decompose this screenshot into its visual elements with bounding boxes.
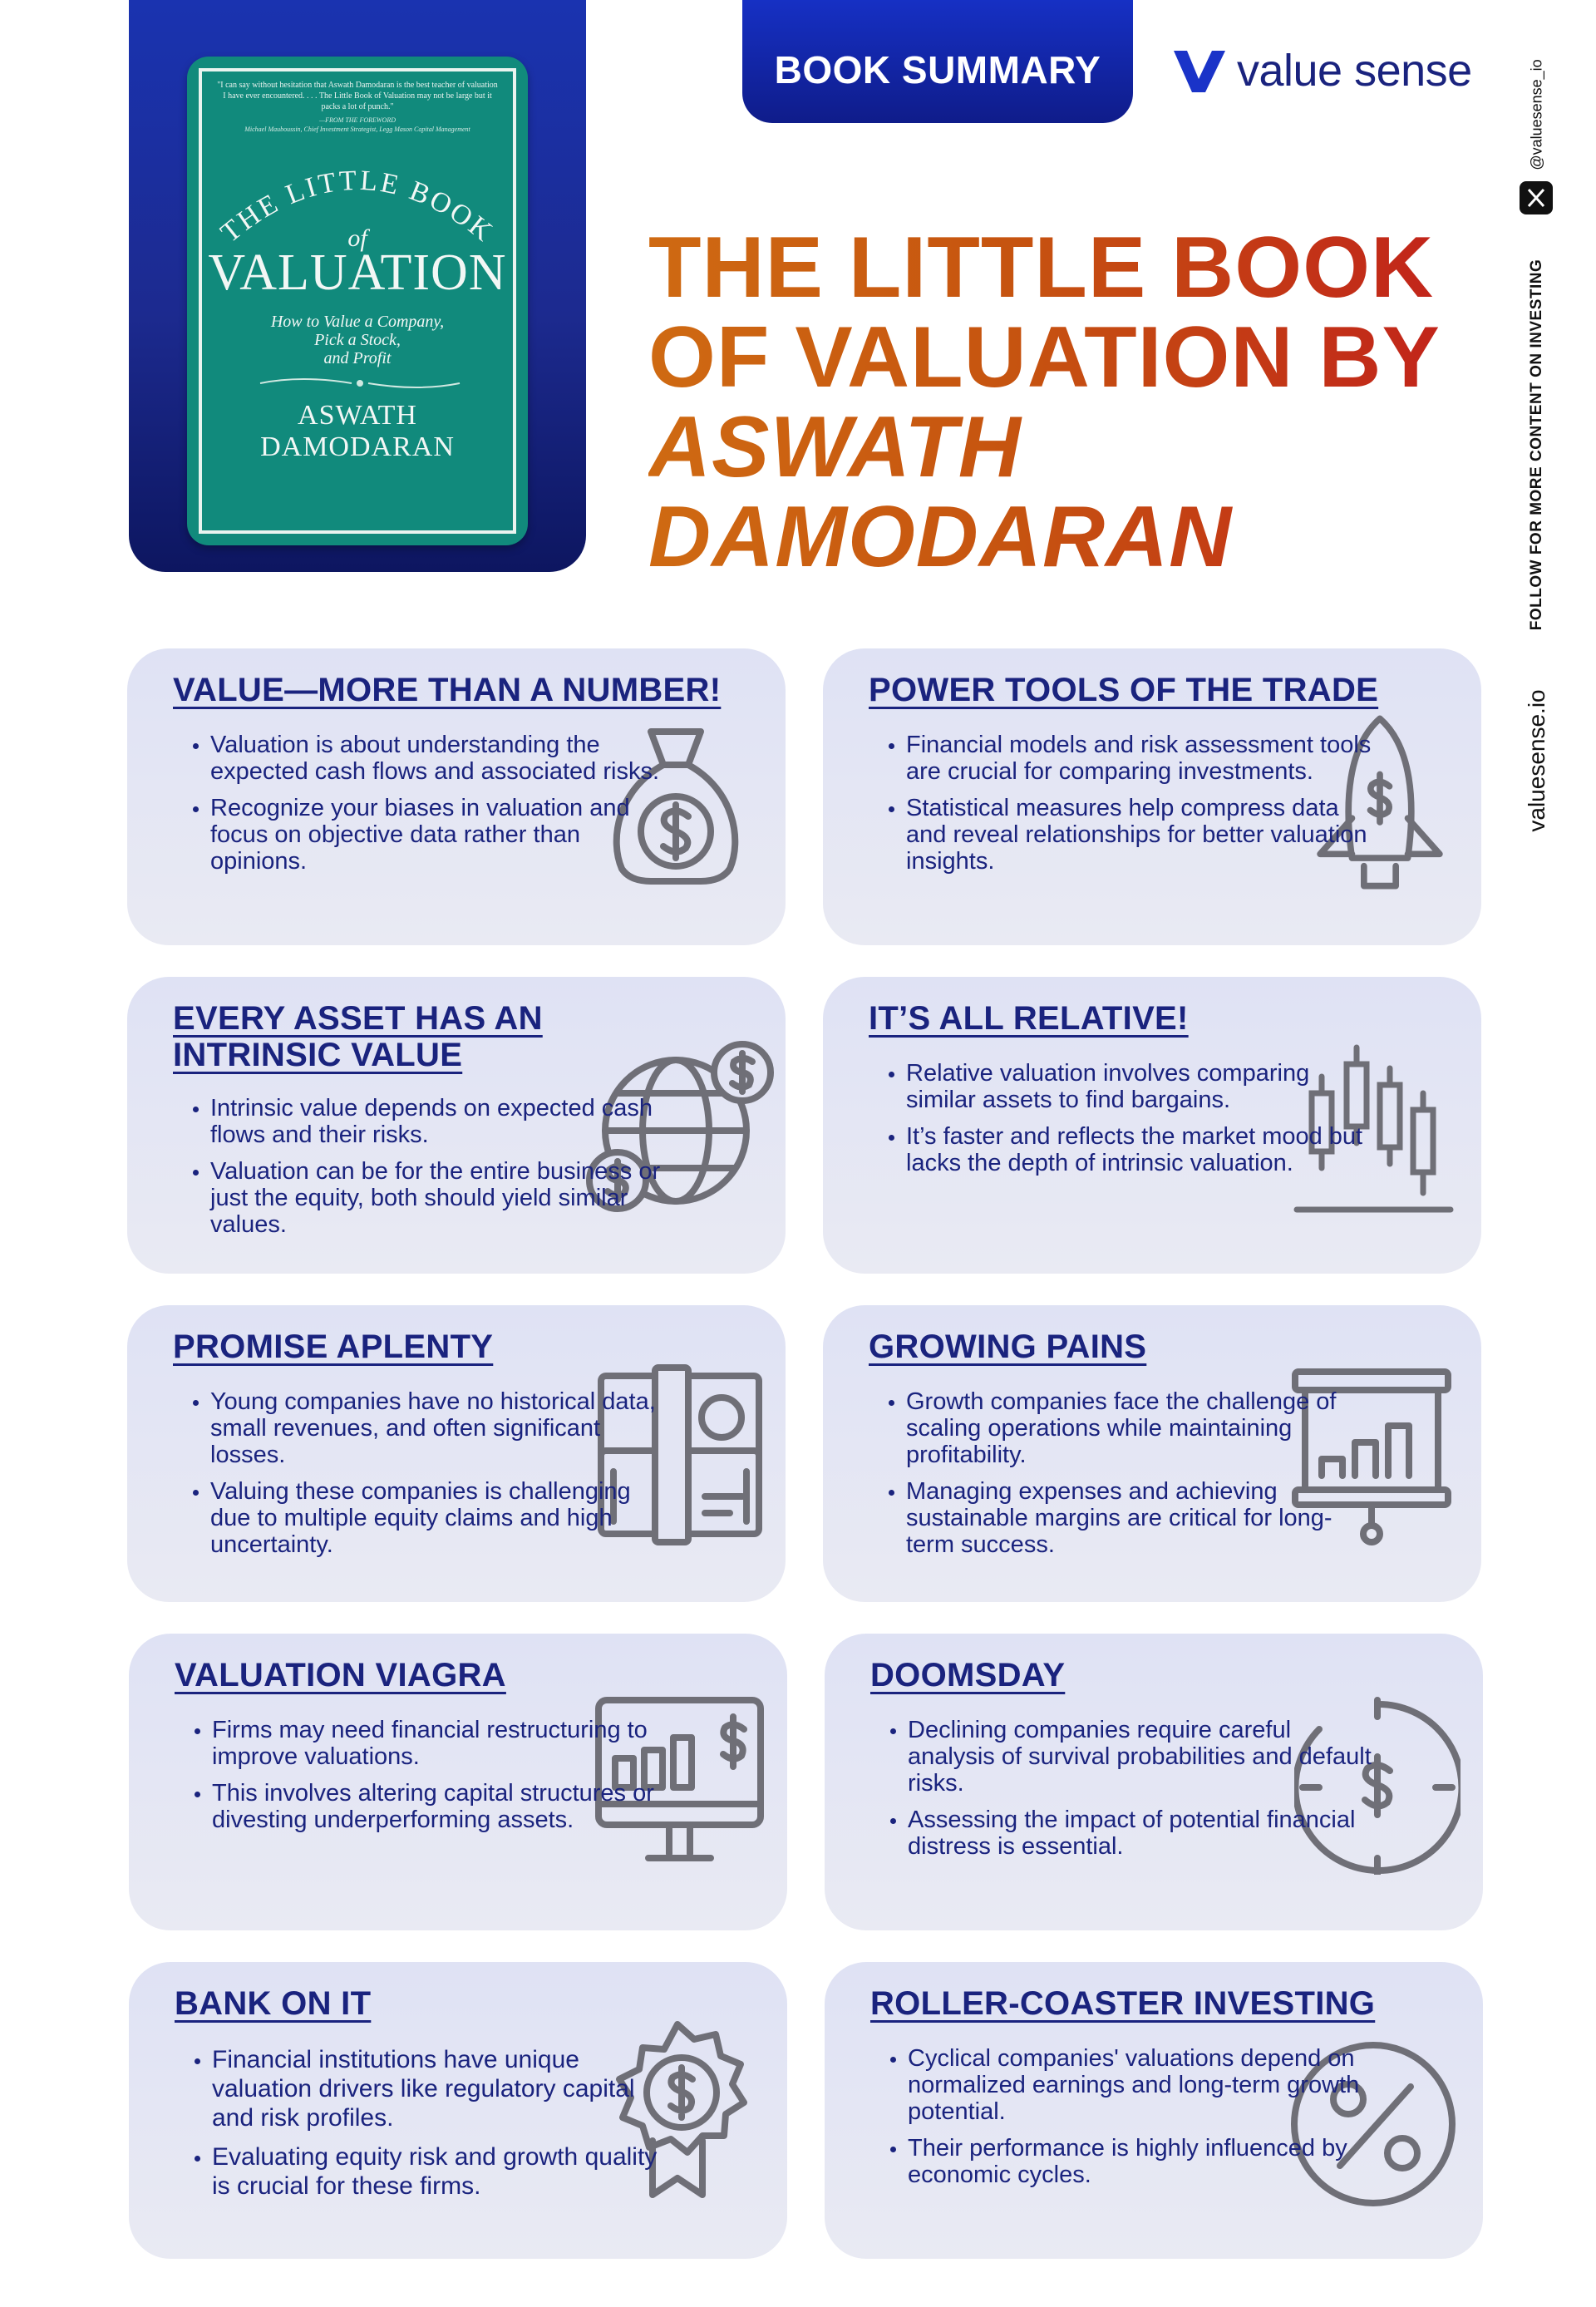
social-handle[interactable]	[1525, 57, 1549, 173]
title-line: THE LITTLE BOOK	[648, 219, 1435, 316]
summary-card	[127, 648, 786, 945]
book-subtitle-line: How to Value a Company,	[270, 313, 445, 331]
book-summary-tag: BOOK SUMMARY	[742, 0, 1133, 123]
cover-panel	[129, 0, 586, 572]
bullet-item: • Financial institutions have unique valuation drivers like regulatory capital and risk profiles.	[212, 2045, 677, 2132]
card-heading: POWER TOOLS OF THE TRADE	[869, 672, 1379, 708]
card-bullets	[175, 2045, 677, 2211]
book-title: VALUATION	[208, 244, 507, 301]
book-quote-author: Michael Mauboussin, Chief Investment Strategist, Legg Mason Capital Management	[244, 126, 470, 133]
bullet-item: • Recognize your biases in valuation and focus on objective data rather than opinions.	[210, 795, 676, 875]
card-bullets	[869, 1060, 1372, 1186]
summary-card	[825, 1962, 1483, 2259]
brand-logo[interactable]	[1170, 42, 1472, 100]
summary-card	[823, 977, 1481, 1274]
bullet-item: • Relative valuation involves comparing similar assets to find bargains.	[906, 1060, 1372, 1113]
bullet-item: • Growth companies face the challenge of scaling operations while maintaining profitability.	[906, 1388, 1372, 1468]
website-link[interactable]	[1525, 673, 1549, 848]
ornament-icon	[252, 375, 468, 392]
title-line: OF VALUATION BY	[648, 309, 1441, 406]
book-subtitle	[202, 313, 513, 367]
card-heading: ROLLER-COASTER INVESTING	[870, 1985, 1376, 2022]
bullet-item: • Cyclical companies' valuations depend on normalized earnings and long-term growth potential.	[908, 2045, 1373, 2125]
bullet-item: • Intrinsic value depends on expected cash flows and their risks.	[210, 1095, 676, 1148]
summary-card	[127, 1305, 786, 1602]
summary-card	[823, 1305, 1481, 1602]
website-link-text: valuesense.io	[1524, 689, 1549, 832]
card-bullets	[175, 1717, 677, 1843]
summary-card	[127, 977, 786, 1274]
card-heading: GROWING PAINS	[869, 1328, 1147, 1365]
title-line: ASWATH	[648, 399, 1022, 495]
book-cover-frame	[199, 68, 516, 534]
book-arc-title	[202, 148, 513, 256]
bullet-item: • Valuing these companies is challenging due to multiple equity claims and high uncertainty.	[210, 1478, 676, 1558]
brand-name: value sense	[1237, 46, 1472, 96]
book-quote-from-label: —FROM THE FOREWORD	[319, 116, 396, 124]
page-title	[648, 219, 1480, 585]
bullet-item: • Statistical measures help compress data and reveal relationships for better valuation insights.	[906, 795, 1372, 875]
bullet-item: • Managing expenses and achieving sustainable margins are critical for long-term success.	[906, 1478, 1372, 1558]
bullet-item: • Declining companies require careful analysis of survival probabilities and default risks.	[908, 1717, 1373, 1797]
bullet-item: • Assessing the impact of potential financial distress is essential.	[908, 1807, 1373, 1860]
card-heading: VALUE—MORE THAN A NUMBER!	[173, 672, 722, 708]
card-bullets	[871, 1717, 1373, 1870]
book-subtitle-line: and Profit	[323, 349, 392, 367]
social-handle-text: @valuesense_io	[1528, 59, 1545, 170]
card-heading: IT’S ALL RELATIVE!	[869, 1000, 1189, 1037]
card-bullets	[174, 1095, 676, 1248]
card-bullets	[869, 1388, 1372, 1568]
book-quote-from	[202, 112, 513, 134]
bullet-item: • Financial models and risk assessment tools are crucial for comparing investments.	[906, 732, 1372, 785]
summary-card	[823, 648, 1481, 945]
bullet-item: • It’s faster and reflects the market mood but lacks the depth of intrinsic valuation.	[906, 1123, 1372, 1176]
book-quote: "I can say without hesitation that Aswath Damodaran is the best teacher of valuation I have ever encountered. . . . The Little Book of Valuation may not be large but it packs a lot of punch."	[217, 81, 498, 111]
book-subtitle-line: Pick a Stock,	[314, 331, 401, 349]
card-heading: DOOMSDAY	[870, 1657, 1066, 1693]
card-bullets	[869, 732, 1372, 885]
bullet-item: • Evaluating equity risk and growth quality is crucial for these firms.	[212, 2142, 677, 2201]
card-bullets	[174, 1388, 676, 1568]
card-heading: PROMISE APLENTY	[173, 1328, 494, 1365]
summary-card	[825, 1634, 1483, 1930]
bullet-item: • Their performance is highly influenced by economic cycles.	[908, 2135, 1373, 2188]
title-line: DAMODARAN	[648, 489, 1233, 585]
bullet-item: • Valuation can be for the entire business or just the equity, both should yield similar values.	[210, 1158, 676, 1238]
book-cover	[187, 57, 528, 545]
bullet-item: • Firms may need financial restructuring to improve valuations.	[212, 1717, 677, 1770]
bullet-item: • This involves altering capital structures or divesting underperforming assets.	[212, 1780, 677, 1833]
book-author: ASWATH DAMODARAN	[260, 400, 455, 462]
bullet-item: • Valuation is about understanding the expected cash flows and associated risks.	[210, 732, 676, 785]
card-heading: VALUATION VIAGRA	[175, 1657, 506, 1693]
follow-banner	[1525, 241, 1549, 648]
follow-banner-text: FOLLOW FOR MORE CONTENT ON INVESTING	[1528, 259, 1545, 631]
card-bullets	[174, 732, 676, 885]
value-sense-logo-icon	[1170, 46, 1229, 96]
card-heading: BANK ON IT	[175, 1985, 372, 2022]
book-of: of	[347, 224, 367, 252]
card-heading: EVERY ASSET HAS AN INTRINSIC VALUE	[173, 1000, 543, 1073]
summary-card	[129, 1634, 787, 1930]
book-arc-text: THE LITTLE BOOK	[214, 165, 500, 249]
x-logo-icon[interactable]	[1520, 181, 1553, 214]
card-bullets	[871, 2045, 1373, 2198]
summary-card	[129, 1962, 787, 2259]
bullet-item: • Young companies have no historical data, small revenues, and often significant losses.	[210, 1388, 676, 1468]
